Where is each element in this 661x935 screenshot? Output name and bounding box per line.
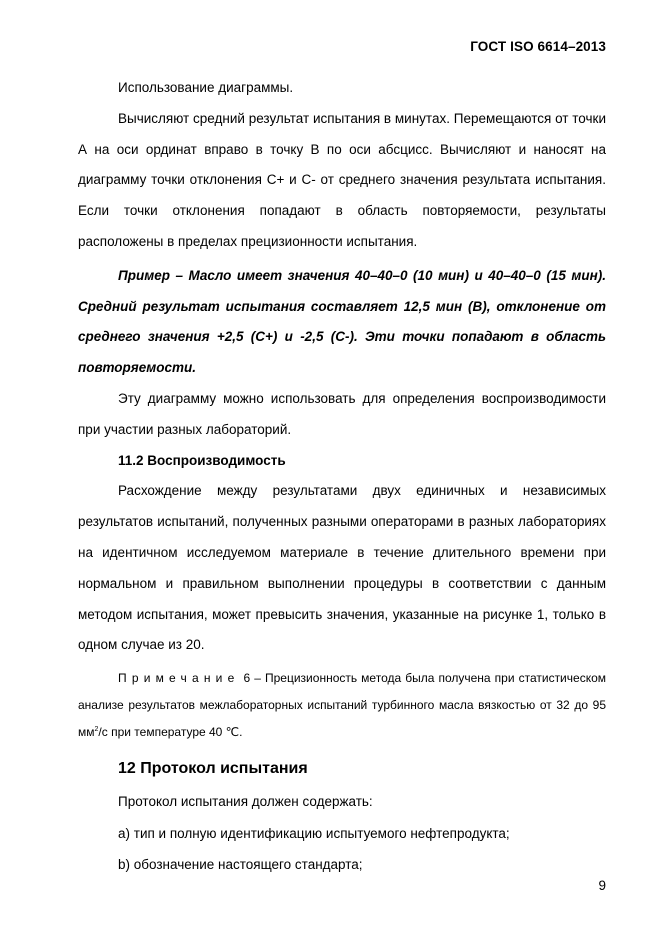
subsection-heading: 11.2 Воспроизводимость: [118, 452, 286, 468]
list-item-a: a) тип и полную идентификацию испытуемого нефтепродукта;: [118, 825, 510, 841]
note-paragraph: [78, 665, 606, 746]
note-text-end: /с при температуре 40 ℃.: [98, 725, 243, 740]
paragraph-reproducibility: Расхождение между результатами двух единичных и независимых результатов испытаний, полученных разными операторами в разных лабораториях на идентичном исследуемом материале в течение длительного времени при нормальном и правильном выполнении процедуры в соответствии с данным методом испытания, может превысить значения, указанные на рисунке 1, только в одном случае из 20.: [78, 483, 606, 653]
list-item-b: b) обозначение настоящего стандарта;: [118, 857, 363, 873]
protocol-intro: Протокол испытания должен содержать:: [118, 794, 373, 810]
note-label: Примечание: [118, 671, 240, 686]
section-heading: 12 Протокол испытания: [118, 760, 308, 778]
note-superscript: 2: [94, 726, 99, 734]
page-content: [78, 73, 606, 881]
note-text: 6 – Прецизионность метода была получена при статистическом анализе результатов межлабораторных испытаний турбинного масла вязкостью от 32 до 95 мм: [78, 671, 606, 740]
document-code: ГОСТ ISO 6614–2013: [470, 39, 606, 54]
paragraph-reproducibility-use: Эту диаграмму можно использовать для определения воспроизводимости при участии разных лабораторий.: [78, 390, 606, 437]
paragraph-calculation: Вычисляют средний результат испытания в минутах. Перемещаются от точки А на оси ординат вправо в точку В по оси абсцисс. Вычисляют и наносят на диаграмму точки отклонения С+ и С- от среднего значения результата испытания. Если точки отклонения попадают в область повторяемости, результаты расположены в пределах прецизионности испытания.: [78, 110, 606, 249]
page-number: 9: [598, 878, 606, 893]
example-paragraph: Пример – Масло имеет значения 40–40–0 (10 мин) и 40–40–0 (15 мин). Средний результат испытания составляет 12,5 мин (В), отклонение от среднего значения +2,5 (С+) и -2,5 (С-). Эти точки попадают в область повторяемости.: [78, 267, 606, 376]
paragraph-diagram-usage: Использование диаграммы.: [118, 80, 294, 95]
